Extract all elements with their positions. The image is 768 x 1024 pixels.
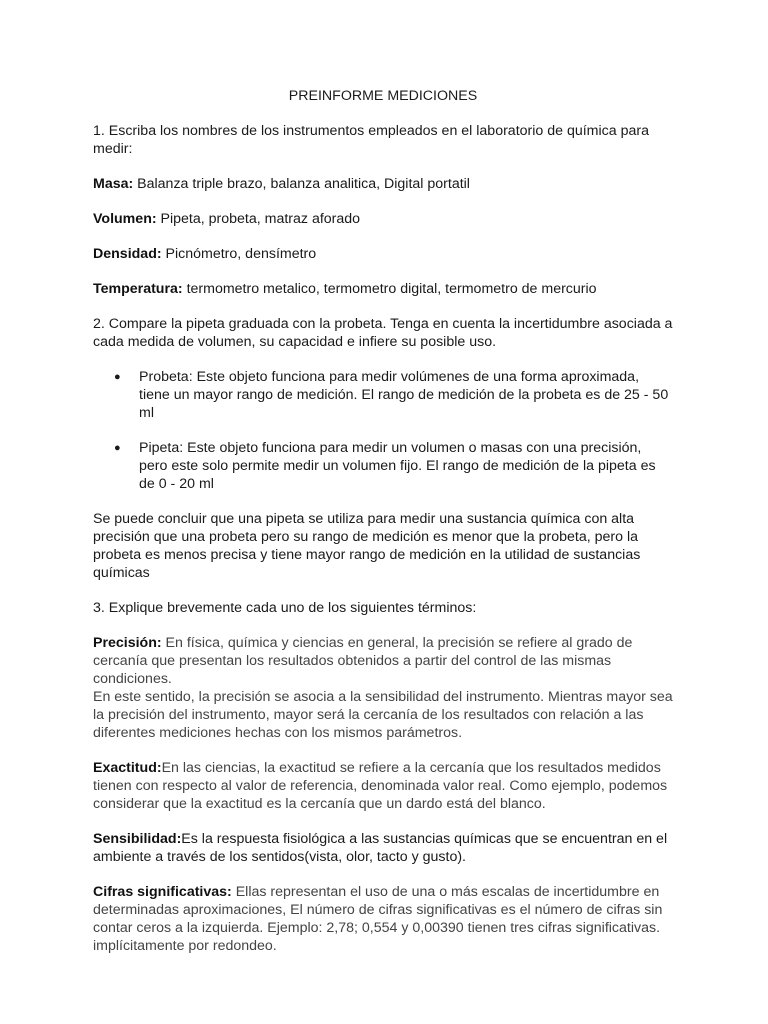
term-exactitud	[93, 759, 673, 813]
q1-item-temperatura	[93, 280, 673, 298]
term-precision-text: En física, química y ciencias en general, la precisión se refiere al grado de cercanía que presentan los resultados obtenidos a partir del control de las mismas condiciones.	[93, 635, 633, 687]
bullet-icon: ●	[114, 442, 121, 454]
q1-label-volumen: Volumen:	[93, 211, 157, 227]
q1-text-densidad: Picnómetro, densímetro	[161, 246, 317, 262]
term-cifras-significativas	[93, 883, 673, 955]
question-2-prompt: 2. Compare la pipeta graduada con la probeta. Tenga en cuenta la incertidumbre asociada a cada medida de volumen, su capacidad e infiere su posible uso.	[93, 316, 673, 350]
q1-item-masa	[93, 175, 673, 193]
term-sensibilidad-label: Sensibilidad:	[93, 831, 182, 847]
term-sensibilidad-text: Es la respuesta fisiológica a las sustancias químicas que se encuentran en el ambiente a través de los sentidos(vista, olor, tacto y gusto).	[93, 831, 668, 865]
q1-item-densidad	[93, 245, 673, 263]
q2-bullet-pipeta-text: Pipeta: Este objeto funciona para medir un volumen o masas con una precisión, pero este solo permite medir un volumen fijo. El rango de medición de la pipeta es de 0 - 20 ml	[139, 440, 656, 492]
q1-text-masa: Balanza triple brazo, balanza analitica, Digital portatil	[133, 176, 470, 192]
document-title: PREINFORME MEDICIONES	[288, 88, 478, 104]
q1-label-densidad: Densidad:	[93, 246, 162, 262]
term-cifras-text: Ellas representan el uso de una o más escalas de incertidumbre en determinadas aproximaciones, El número de cifras significativas es el número de cifras sin contar ceros a la izquierda. Ejemplo: 2,78; 0,554 y 0,00390 tienen tres cifras significativas. implícitamente por redondeo.	[93, 884, 663, 954]
q2-bullet-probeta	[93, 368, 673, 422]
q1-label-masa: Masa:	[93, 176, 134, 192]
q1-text-volumen: Pipeta, probeta, matraz aforado	[156, 211, 361, 227]
term-sensibilidad	[93, 830, 673, 866]
term-cifras-label: Cifras significativas:	[93, 884, 232, 900]
q1-label-temperatura: Temperatura:	[93, 281, 183, 297]
term-exactitud-text: En las ciencias, la exactitud se refiere a la cercanía que los resultados medidos tienen con respecto al valor de referencia, denominada valor real. Como ejemplo, podemos considerar que la exactitud es la cercanía que un dardo está del blanco.	[93, 760, 668, 812]
q2-conclusion: Se puede concluir que una pipeta se utiliza para medir una sustancia química con alta precisión que una probeta pero su rango de medición es menor que la probeta, pero la probeta es menos precisa y tiene mayor rango de medición en la utilidad de sustancias químicas	[93, 511, 641, 581]
term-precision	[93, 634, 673, 742]
term-precision-label: Precisión:	[93, 635, 162, 651]
bullet-icon: ●	[114, 371, 121, 383]
document-page	[93, 87, 673, 972]
term-exactitud-label: Exactitud:	[93, 760, 162, 776]
q2-bullet-list	[93, 368, 673, 493]
q1-item-volumen	[93, 210, 673, 228]
question-3-prompt: 3. Explique brevemente cada uno de los siguientes términos:	[93, 600, 477, 616]
q1-text-temperatura: termometro metalico, termometro digital, termometro de mercurio	[182, 281, 597, 297]
q2-bullet-pipeta	[93, 439, 673, 493]
question-1-prompt: 1. Escriba los nombres de los instrumentos empleados en el laboratorio de química para medir:	[93, 123, 649, 157]
q2-bullet-probeta-text: Probeta: Este objeto funciona para medir volúmenes de una forma aproximada, tiene un mayor rango de medición. El rango de medición de la probeta es de 25 - 50 ml	[139, 369, 669, 421]
term-precision-text-2: En este sentido, la precisión se asocia a la sensibilidad del instrumento. Mientras mayor sea la precisión del instrumento, mayor será la cercanía de los resultados con relación a las diferentes mediciones hechas con los mismos parámetros.	[93, 689, 673, 741]
